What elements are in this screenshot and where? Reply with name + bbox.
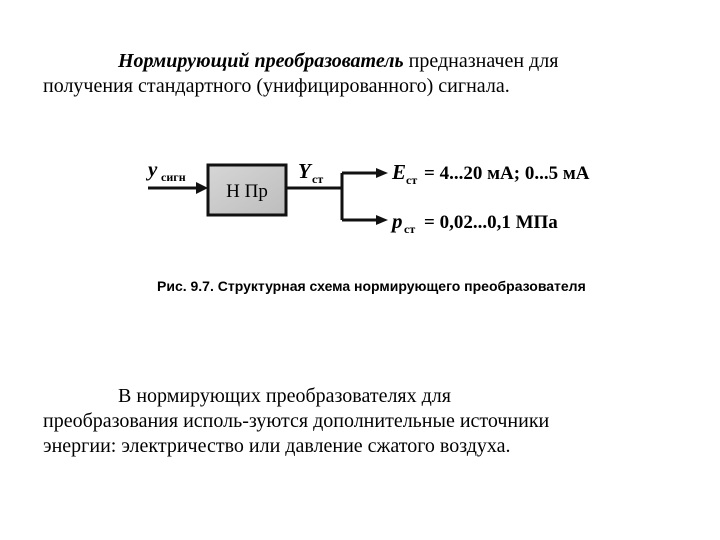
input-signal-label (145, 157, 186, 184)
current-output-label (391, 160, 590, 187)
intro-line2: получения стандартного (унифицированного) сигнала. (43, 75, 510, 97)
body-paragraph (43, 384, 683, 459)
svg-text:= 0,02...0,1 МПа: = 0,02...0,1 МПа (424, 212, 558, 233)
svg-text:p: p (392, 209, 403, 233)
svg-text:ст: ст (312, 172, 324, 186)
block-label: Н Пр (226, 181, 268, 202)
svg-text:E: E (392, 160, 407, 184)
body-line2: преобразования исполь-зуются дополнительные источники (43, 410, 550, 432)
figure-caption: Рис. 9.7. Структурная схема нормирующего преобразователя (157, 278, 586, 294)
body-line1: В нормирующих преобразователях для (118, 385, 451, 407)
branch-connector (342, 168, 388, 225)
intro-rest: предназначен для (403, 50, 559, 72)
svg-text:= 4...20 мА; 0...5 мА: = 4...20 мА; 0...5 мА (424, 163, 590, 184)
structural-diagram (80, 135, 680, 320)
intro-paragraph (43, 49, 683, 99)
intro-term: Нормирующий преобразователь (118, 50, 404, 72)
svg-text:ст: ст (406, 173, 418, 187)
body-line3: энергии: электричество или давление сжатого воздуха. (43, 435, 511, 457)
output-signal-label (298, 159, 323, 186)
svg-text:Y: Y (298, 159, 311, 183)
pressure-output-label (390, 209, 558, 236)
svg-text:ст: ст (404, 222, 416, 236)
svg-text:сигн: сигн (161, 170, 186, 184)
converter-block (208, 165, 286, 215)
svg-text:y: y (148, 157, 158, 181)
